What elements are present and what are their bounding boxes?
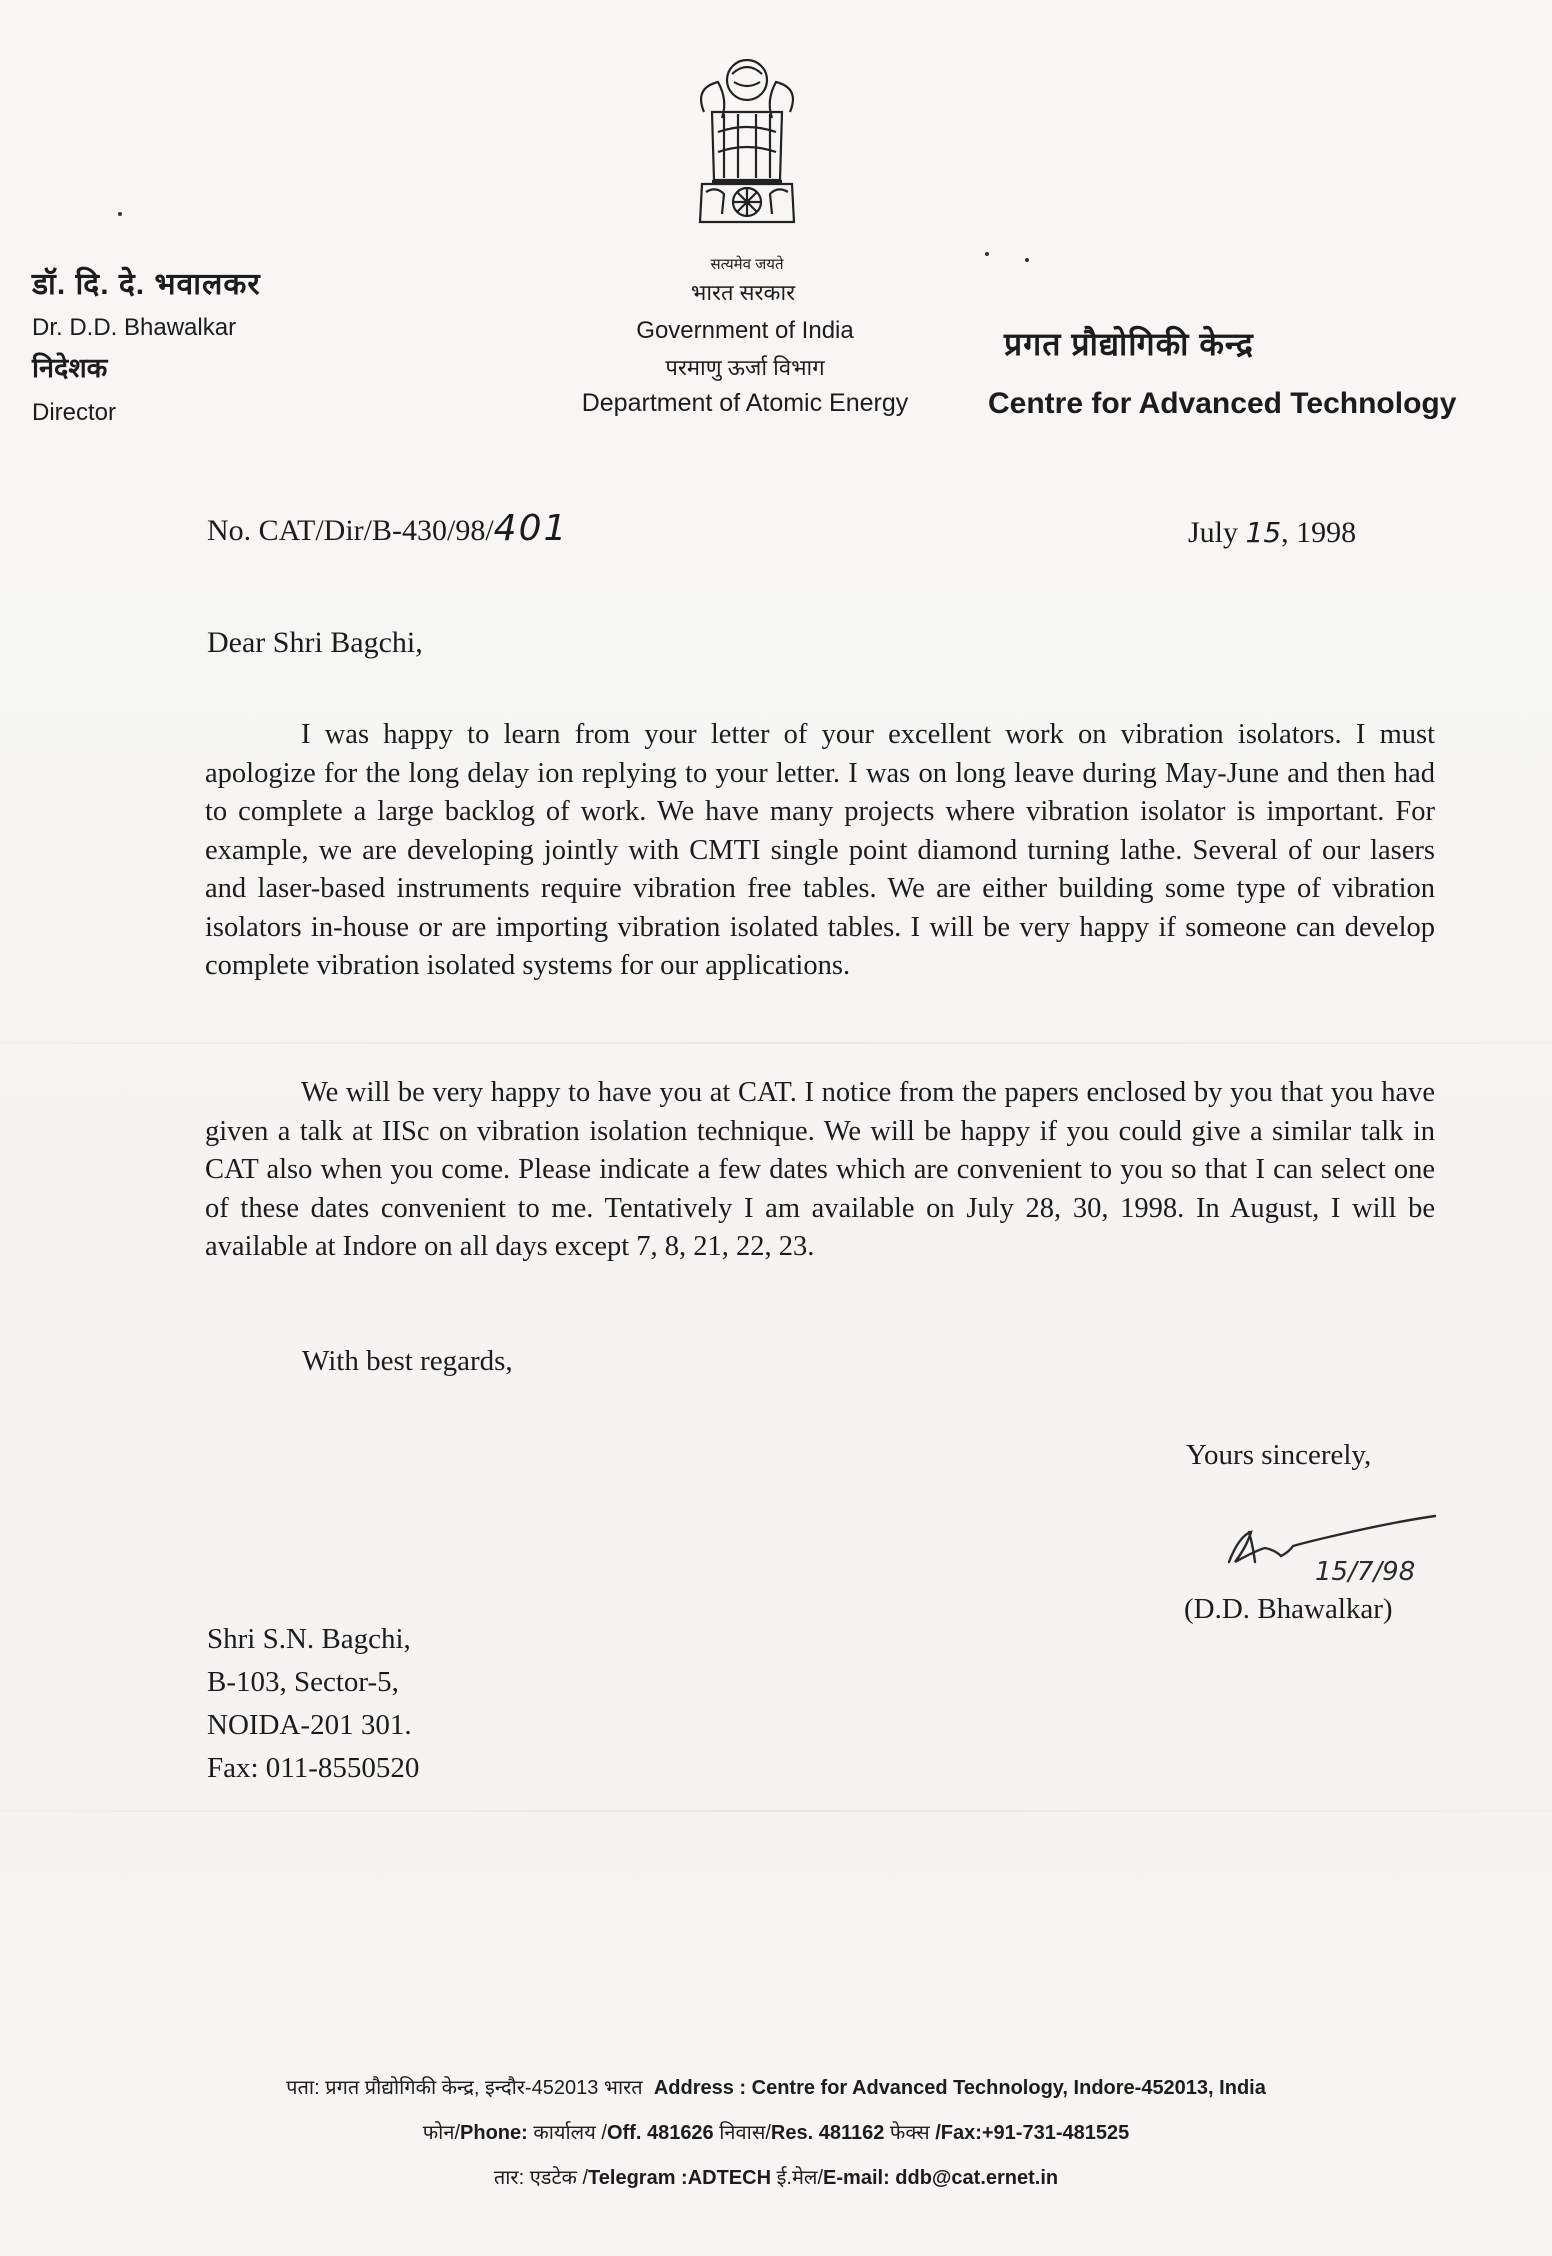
centre-name-hindi: प्रगत प्रौद्योगिकी केन्द्र <box>1004 326 1254 362</box>
body-paragraph-2: We will be very happy to have you at CAT. I notice from the papers enclosed by you that you have given a talk at IISc on vibration isolation technique. We will be happy if you could give a similar talk in CAT also when you come. Please indicate a few dates which are convenient to you so that I can select one of these dates convenient to me. Tentatively I am available on July 28, 30, 1998. In August, I will be available at Indore on all days except 7, 8, 21, 22, 23. <box>205 1077 1435 1262</box>
salutation: Dear Shri Bagchi, <box>207 626 423 659</box>
centre-name: Centre for Advanced Technology <box>988 387 1457 420</box>
reference-prefix: No. CAT/Dir/B-430/98/ <box>207 514 494 547</box>
paper-fold-line <box>0 1810 1552 1812</box>
reference-number <box>207 508 568 549</box>
paper-speck <box>985 252 989 256</box>
footer-telegram-hindi: तार: एडटेक / <box>493 2167 589 2189</box>
paper-speck <box>118 212 122 216</box>
footer-email: E-mail: ddb@cat.ernet.in <box>823 2167 1059 2189</box>
address-line: Shri S.N. Bagchi, <box>207 1623 411 1655</box>
reference-handwritten-number: 401 <box>493 508 569 549</box>
director-name-hindi: डॉ. दि. दे. भवालकर <box>32 268 261 301</box>
handwritten-signature <box>1215 1500 1475 1590</box>
date-month: July <box>1188 516 1239 549</box>
national-emblem-icon <box>682 52 812 252</box>
footer-residence-number: Res. 481162 <box>770 2122 885 2144</box>
date-year: , 1998 <box>1281 516 1357 549</box>
date-handwritten-day: 15 <box>1245 516 1282 549</box>
address-line: NOIDA-201 301. <box>207 1709 412 1741</box>
paper-fold-line <box>0 1042 1552 1044</box>
footer-address-hindi: पता: प्रगत प्रौद्योगिकी केन्द्र, इन्दौर-452013 भारत <box>286 2077 643 2099</box>
department-hindi: परमाणु ऊर्जा विभाग <box>665 355 825 380</box>
footer-telegram-email <box>0 2163 1552 2190</box>
footer-phone <box>0 2118 1552 2145</box>
government-hindi: भारत सरकार <box>690 280 796 305</box>
signature-date: 15/7/98 <box>1315 1557 1416 1587</box>
footer-telegram: Telegram :ADTECH <box>588 2167 772 2189</box>
director-name: Dr. D.D. Bhawalkar <box>32 314 237 341</box>
body-paragraph-1: I was happy to learn from your letter of your excellent work on vibration isolators. I must apologize for the long delay ion replying to your letter. I was on long leave during May-June and then had to complete a large backlog of work. We have many projects where vibration isolator is important. For example, we are developing jointly with CMTI single point diamond turning lathe. Several of our lasers and laser-based instruments require vibration free tables. We are either building some type of vibration isolators in-house or are importing vibration isolated tables. I will be very happy if someone can develop complete vibration isolated systems for our applications. <box>205 719 1435 981</box>
footer-email-hindi: ई.मेल/ <box>771 2167 824 2189</box>
letter-date <box>1188 516 1356 550</box>
footer-address-english: Address : Centre for Advanced Technology, Indore-452013, India <box>653 2077 1266 2099</box>
closing: Yours sincerely, <box>1186 1439 1372 1471</box>
address-line: Fax: 011-8550520 <box>207 1752 420 1784</box>
director-title-hindi: निदेशक <box>32 353 108 383</box>
footer-fax-hindi: फेक्स <box>884 2122 936 2144</box>
footer-office-hindi: कार्यालय / <box>527 2122 607 2144</box>
footer-office-number: Off. 481626 <box>606 2122 714 2144</box>
department-of-atomic-energy: Department of Atomic Energy <box>581 389 909 417</box>
footer-fax-number: /Fax:+91-731-481525 <box>935 2122 1130 2144</box>
footer-phone-hindi: फोन/ <box>422 2122 461 2144</box>
footer-address <box>0 2073 1552 2100</box>
government-of-india: Government of India <box>636 317 854 344</box>
director-title: Director <box>32 399 117 426</box>
signer-name: (D.D. Bhawalkar) <box>1184 1593 1393 1625</box>
footer-phone-label: Phone: <box>460 2122 528 2144</box>
address-line: B-103, Sector-5, <box>207 1666 399 1698</box>
footer-residence-hindi: निवास/ <box>713 2122 771 2144</box>
regards: With best regards, <box>302 1345 513 1377</box>
recipient-address <box>207 1618 419 1790</box>
emblem-motto: सत्यमेव जयते <box>710 256 784 273</box>
paper-speck <box>1025 258 1029 262</box>
